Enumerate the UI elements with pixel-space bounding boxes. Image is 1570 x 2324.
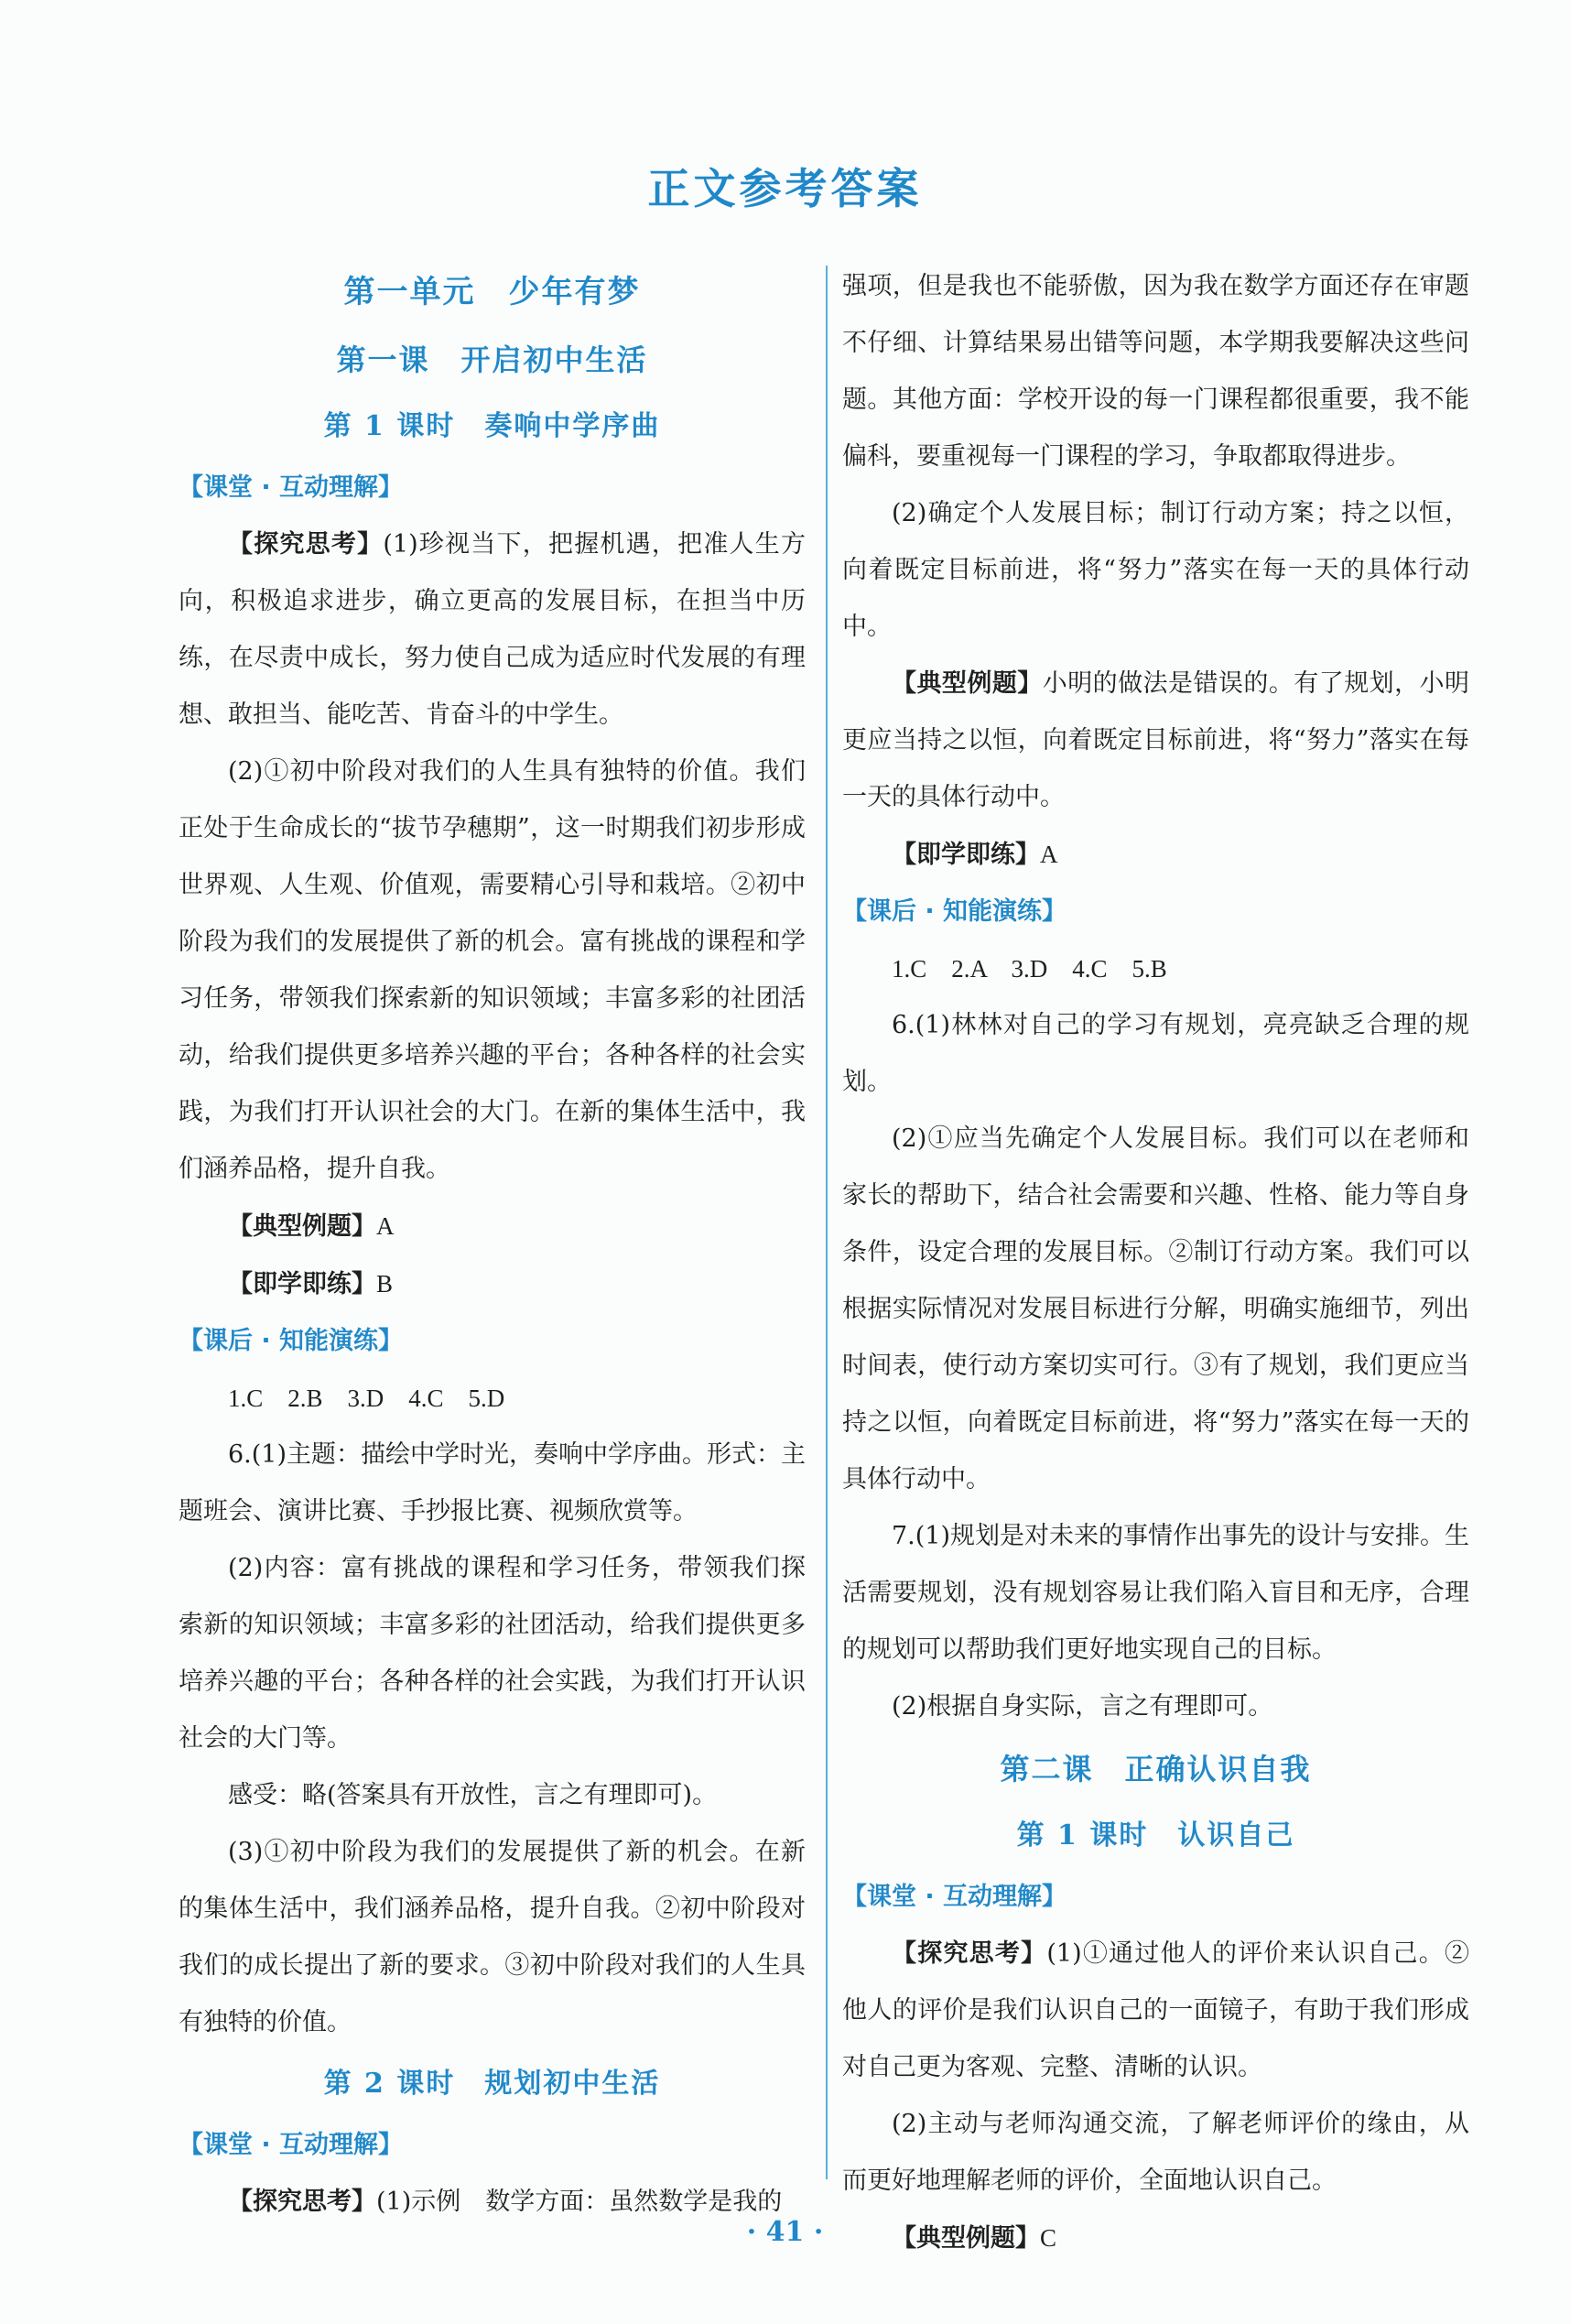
paragraph: 6.(1)林林对自己的学习有规划，亮亮缺乏合理的规划。 [842, 1011, 1469, 1096]
answer-value: A [1040, 841, 1058, 868]
multiple-choice-answers: 1.C 2.B 3.D 4.C 5.D [228, 1385, 505, 1412]
section-label: 【课堂 · 互动理解】 [842, 1883, 1067, 1911]
answer-line [179, 1255, 806, 1313]
paragraph: 7.(1)规划是对未来的事情作出事先的设计与安排。生活需要规划，没有规划容易让我们陷入盲目和无序，合理的规划可以帮助我们更好地实现自己的目标。 [842, 1522, 1470, 1664]
answer-line [842, 826, 1469, 884]
paragraph: 6.(1)主题：描绘中学时光，奏响中学序曲。形式：主题班会、演讲比赛、手抄报比赛、视频欣赏等。 [179, 1440, 807, 1526]
paragraph: (3)①初中阶段为我们的发展提供了新的机会。在新的集体生活中，我们涵养品格，提升自我。②初中阶段对我们的成长提出了新的要求。③初中阶段对我们的人生具有独特的价值。 [179, 1838, 806, 2036]
section-label: 【课后 · 知能演练】 [842, 897, 1067, 926]
paragraph-text: (1)示例 数学方面：虽然数学是我的 [376, 2188, 783, 2216]
tag-label: 【即学即练】 [892, 841, 1040, 869]
left-column [179, 258, 806, 2231]
page-number: · 41 · [746, 2216, 824, 2248]
paragraph: (2)①应当先确定个人发展目标。我们可以在老师和家长的帮助下，结合社会需要和兴趣、性格、能力等自身条件，设定合理的发展目标。②制订行动方案。我们可以根据实际情况对发展目标进行分解，明确实施细节，列出时间表，使行动方案切实可行。③有了规划，我们更应当持之以恒，向着既定目标前进，将“努力”落实在每一天的具体行动中。 [842, 1124, 1469, 1493]
multiple-choice-answers: 1.C 2.A 3.D 4.C 5.B [892, 955, 1167, 983]
paragraph [842, 1926, 1469, 2096]
tag-label: 【即学即练】 [228, 1270, 376, 1298]
lesson-heading: 第二课 正确认识自我 [1000, 1752, 1312, 1786]
paragraph [842, 656, 1469, 826]
paragraph-text: (1)①通过他人的评价来认识自己。②他人的评价是我们认识自己的一面镜子，有助于我们形成对自己更为客观、完整、清晰的认识。 [842, 1939, 1469, 2081]
tag-label: 【探究思考】 [228, 530, 384, 559]
paragraph: (2)内容：富有挑战的课程和学习任务，带领我们探索新的知识领域；丰富多彩的社团活动，给我们提供更多培养兴趣的平台；各种各样的社会实践，为我们打开认识社会的大门等。 [179, 1554, 806, 1753]
period-heading: 第 1 课时 奏响中学序曲 [323, 410, 661, 442]
page-title: 正文参考答案 [647, 164, 923, 213]
lesson-heading: 第一课 开启初中生活 [336, 342, 648, 377]
paragraph: (2)主动与老师沟通交流，了解老师评价的缘由，从而更好地理解老师的评价，全面地认识自己。 [842, 2110, 1469, 2195]
answer-line [179, 1198, 806, 1255]
tag-label: 【典型例题】 [892, 2224, 1040, 2253]
period-heading: 第 1 课时 认识自己 [1016, 1819, 1295, 1852]
tag-label: 【典型例题】 [892, 669, 1043, 698]
section-label: 【课堂 · 互动理解】 [179, 2131, 404, 2159]
tag-label: 【典型例题】 [228, 1212, 376, 1241]
column-divider [826, 266, 828, 2179]
tag-label: 【探究思考】 [228, 2188, 376, 2216]
answer-value: B [376, 1270, 394, 1298]
section-label: 【课堂 · 互动理解】 [179, 473, 404, 502]
answer-value: C [1040, 2224, 1057, 2252]
paragraph: (2)确定个人发展目标；制订行动方案；持之以恒，向着既定目标前进，将“努力”落实在每一天的具体行动中。 [842, 499, 1469, 641]
paragraph [179, 516, 806, 744]
paragraph-text: 小明的做法是错误的。有了规划，小明更应当持之以恒，向着既定目标前进，将“努力”落实在每一天的具体行动中。 [842, 669, 1470, 811]
paragraph: (2)①初中阶段对我们的人生具有独特的价值。我们正处于生命成长的“拔节孕穗期”，这一时期我们初步形成世界观、人生观、价值观，需要精心引导和栽培。②初中阶段为我们的发展提供了新的机会。富有挑战的课程和学习任务，带领我们探索新的知识领域；丰富多彩的社团活动，给我们提供更多培养兴趣的平台；各种各样的社会实践，为我们打开认识社会的大门。在新的集体生活中，我们涵养品格，提升自我。 [179, 757, 806, 1183]
paragraph: 感受：略(答案具有开放性，言之有理即可)。 [228, 1781, 718, 1809]
paragraph: 强项，但是我也不能骄傲，因为我在数学方面还存在审题不仔细、计算结果易出错等问题，本学期我要解决这些问题。其他方面：学校开设的每一门课程都很重要，我不能偏科，要重视每一门课程的学习，争取都取得进步。 [842, 272, 1469, 471]
period-heading: 第 2 课时 规划初中生活 [323, 2068, 661, 2100]
paragraph: (2)根据自身实际，言之有理即可。 [892, 1692, 1273, 1721]
right-column [842, 258, 1469, 2267]
paragraph-text: (1)珍视当下，把握机遇，把准人生方向，积极追求进步，确立更高的发展目标，在担当中历练，在尽责中成长，努力使自己成为适应时代发展的有理想、敢担当、能吃苦、肯奋斗的中学生。 [179, 530, 806, 729]
unit-heading: 第一单元 少年有梦 [343, 274, 641, 310]
section-label: 【课后 · 知能演练】 [179, 1327, 404, 1355]
tag-label: 【探究思考】 [892, 1939, 1047, 1968]
answer-value: A [376, 1212, 395, 1240]
